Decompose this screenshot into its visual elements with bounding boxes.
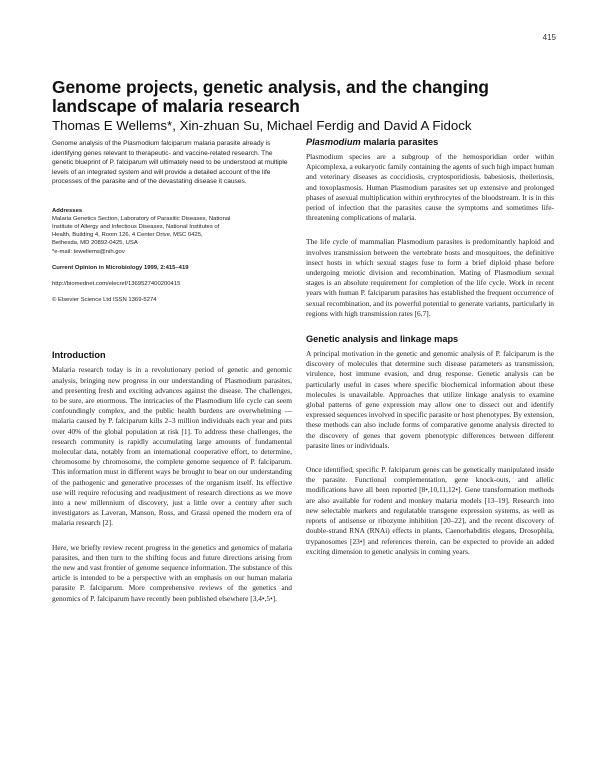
- body-paragraph: The life cycle of mammalian Plasmodium parasites is predominantly haploid and involves transmission between the vertebrate hosts and mosquitoes, the definitive insect hosts in which sexual stages fuse to form a brief diploid phase before undergoing meiotic division and recombination. Mating of Plasmodium sexual stages is an absolute requirement for completion of the life cycle. Work in recent years with human P. falciparum parasites has established the frequent occurrence of sexual recombination, and its powerful potential to generate variants, particularly in regions with high transmission rates [6,7].: [306, 237, 554, 318]
- page-number: 415: [542, 33, 556, 42]
- body-paragraph: Once identified, specific P. falciparum genes can be genetically manipulated inside the parasite. Functional complementation, gene knock-outs, and allelic modifications have all been reported [8•,10,11,12•]. Gene transformation methods are also available for rodent and monkey malaria models [13–19]. Research into new selectable markers and regulatable transgene expression systems, as well as reports of antisense or ribozyme inhibition [20–22], and the recent discovery of double-strand RNA (RNAi) effects in plants, Caenorhabditis elegans, Drosophila, trypanosomes [23•] and references therein, can be expected to provide an added exciting dimension to genetic analysis in coming years.: [306, 465, 554, 556]
- plasmodium-section-heading: [306, 136, 554, 148]
- address-line: Health, Building 4, Room 126, 4 Center Drive, MSC 0425,: [52, 232, 203, 239]
- introduction-heading: Introduction: [52, 350, 106, 361]
- author-list: Thomas E Wellems*, Xin-zhuan Su, Michael Ferdig and David A Fidock: [52, 118, 472, 133]
- copyright-line: © Elsevier Science Ltd ISSN 1369-5274: [52, 297, 157, 304]
- body-paragraph: Malaria research today is in a revolutionary period of genetic and genomic analysis, bringing new progress in our understanding of Plasmodium parasites, and presenting fresh and exciting advances against the disease. The challenges, to be sure, are enormous. The intricacies of the Plasmodium life cycle can seem confoundingly complex, and the public health burdens are overwhelming — malaria caused by P. falciparum kills 2–3 million individuals each year and puts over 40% of the global population at risk [1]. To address these challenges, the research community is rapidly accumulating large amounts of fundamental molecular data, notably from an international cooperative effort, to determine, chromosome by chromosome, the complete genome sequence of P. falciparum. This information must in different ways be brought to bear on our understanding of the pathogenic and generative processes of the organism itself. Its effective use will require refocusing and readjustment of research directions as we move into a new millennium of discovery, just a little over a century after such investigators as Laveran, Manson, Ross, and Grassi opened the modern era of malaria research [2].: [52, 365, 292, 528]
- article-url[interactable]: http://biomednet.com/elecref/1369527400200415: [52, 280, 181, 287]
- body-paragraph: Here, we briefly review recent progress in the genetics and genomics of malaria parasites, and then turn to the shifting focus and future directions arising from the new and vast frontier of genome sequence information. The substance of this article is intended to be a perspective with an emphasis on our human malaria parasite P. falciparum. More comprehensive reviews of the genetics and genomics of P. falciparum have recently been published elsewhere [3,4•,5•].: [52, 542, 292, 603]
- abstract: Genome analysis of the Plasmodium falciparum malaria parasite already is identifying genes relevant to therapeutic- and vaccine-related research. The genetic blueprint of P. falciparum will ultimately need to be understood at multiple levels of an integrated system and will provide a detailed account of the life processes of the parasite and of the devastating disease it causes.: [52, 140, 288, 185]
- addresses-heading: Addresses: [52, 207, 83, 214]
- journal-citation: Current Opinion in Microbiology 1999, 2:415–419: [52, 264, 189, 271]
- body-paragraph: Plasmodium species are a subgroup of the hemosporidian order within Apicomplexa, a eukaryotic family containing the agents of such high impact human and veterinary diseases as coccidiosis, cryptosporidiosis, babesiosis, theileriosis, and toxoplasmosis. Human Plasmodium parasites set up extensive and prolonged phases of asexual multiplication within erythrocytes of the bloodstream. It is in this period of infection that the parasites cause the symptoms and sometimes life-threatening complications of malaria.: [306, 152, 554, 223]
- heading-genus: Plasmodium: [306, 137, 361, 147]
- genetic-analysis-heading: Genetic analysis and linkage maps: [306, 334, 459, 345]
- paper-title: Genome projects, genetic analysis, and the changing landscape of malaria research: [52, 77, 489, 116]
- address-line: Bethesda, MD 20892-0425, USA: [52, 240, 138, 247]
- title-block: [52, 78, 562, 134]
- address-line: Malaria Genetics Section, Laboratory of Parasitic Diseases, National: [52, 215, 231, 222]
- email-line[interactable]: *e-mail: tewellems@nih.gov: [52, 248, 125, 255]
- right-column: [306, 136, 554, 557]
- heading-rest: malaria parasites: [360, 137, 439, 147]
- article-metadata: [52, 207, 292, 305]
- address-line: Institute of Allergy and Infectious Diseases, National Institutes of: [52, 223, 220, 230]
- body-paragraph: A principal motivation in the genetic and genomic analysis of P. falciparum is the discovery of molecules that determine such disease parameters as transmission, virulence, host immune evasion, and drug response. Genetic analysis can be particularly useful in cases where specific biochemical information about these molecules is unavailable. Approaches that utilize linkage analysis to examine global patterns of gene expression may allow one to dissect out and identify expressed sequences involved in specific parasite or host phenotypes. By extension, these methods can also include forms of comparative genome analysis directed to the discovery of genes that govern phenotypic differences between different parasite lines or individuals.: [306, 349, 554, 450]
- left-column: [52, 139, 292, 604]
